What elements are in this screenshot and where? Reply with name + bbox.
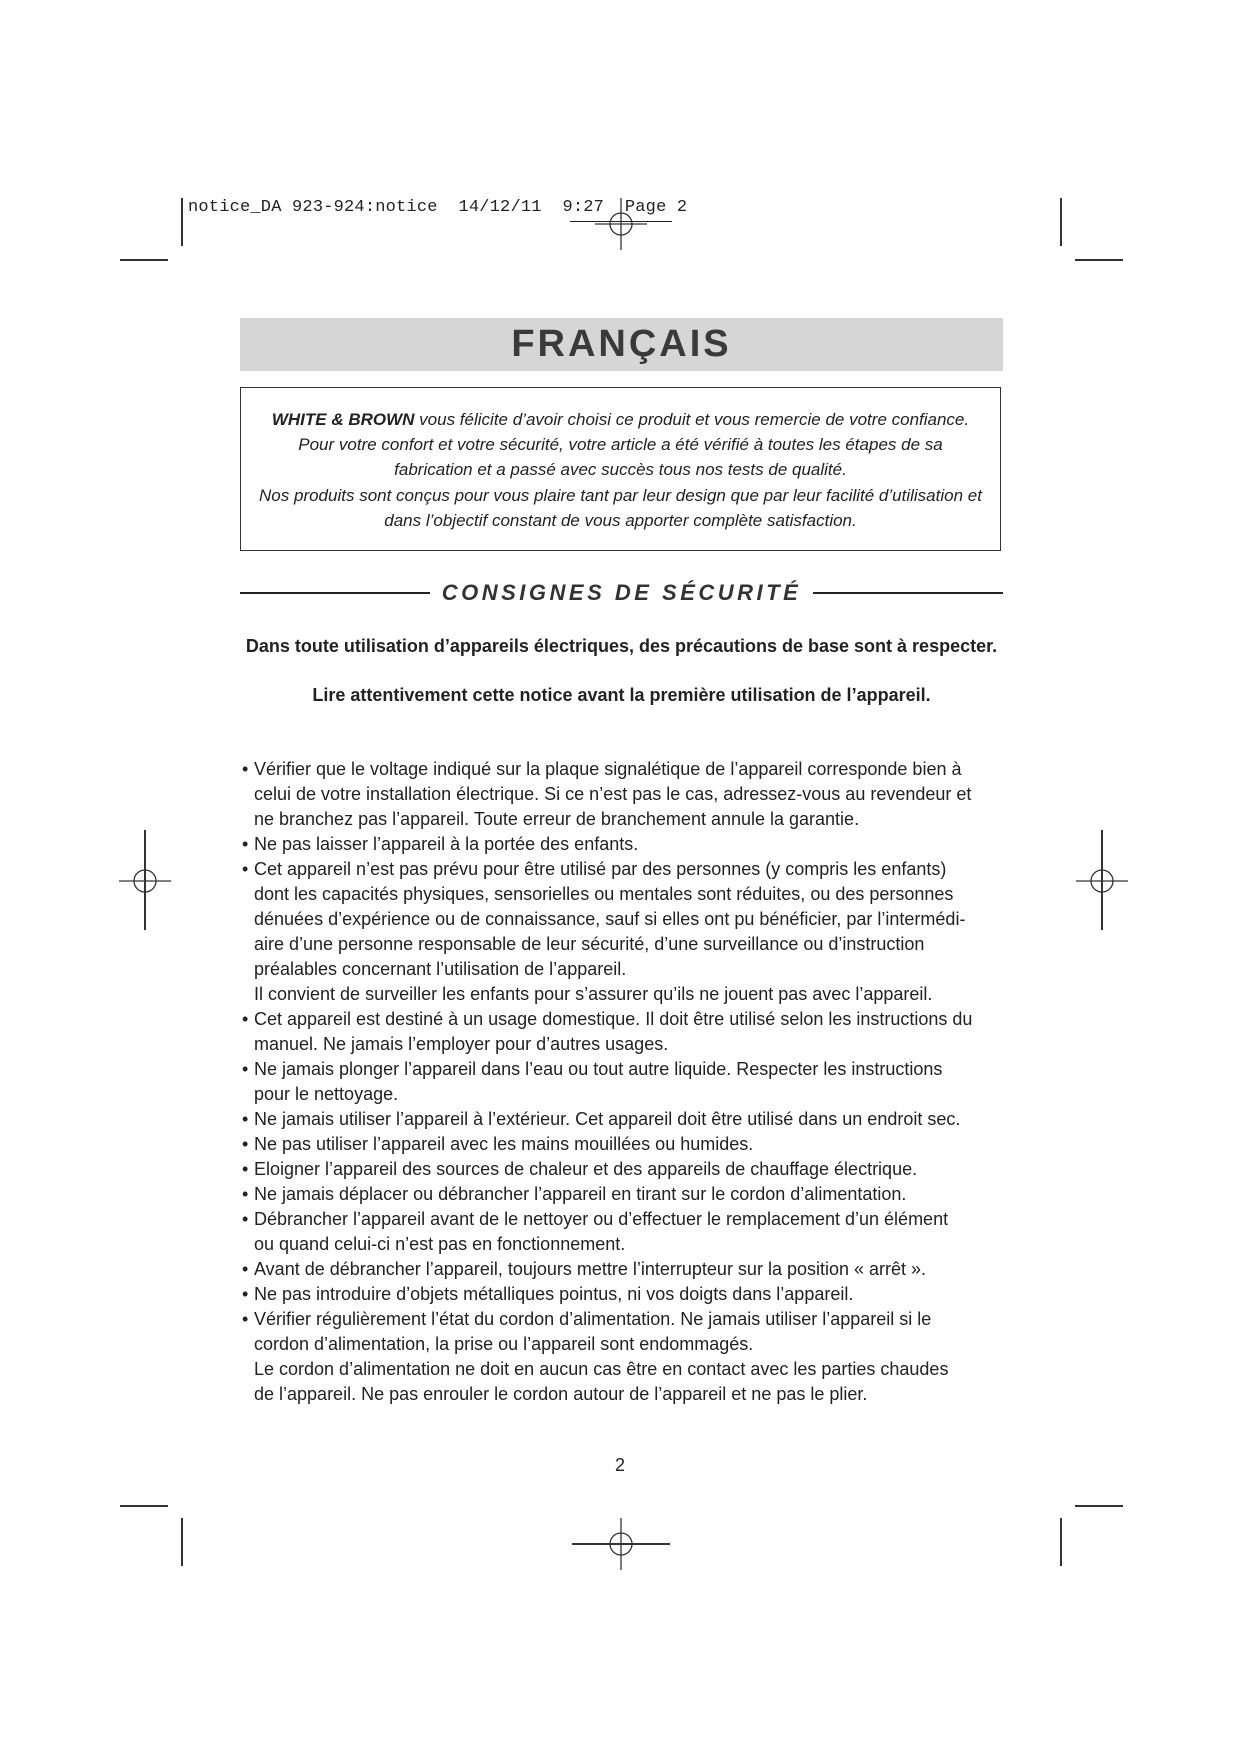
list-item-line: préalables concernant l’utilisation de l’appareil. [254, 959, 627, 979]
list-item-line: Ne pas laisser l’appareil à la portée des enfants. [254, 834, 639, 854]
crop-mark-top-right-horizontal [1075, 259, 1123, 261]
bullet-icon: • [242, 1009, 249, 1029]
list-item [242, 1207, 1012, 1257]
list-item [242, 1007, 1012, 1057]
safety-instructions-list [242, 757, 1012, 1407]
list-item-line: dénuées d’expérience ou de connaissance, sauf si elles ont pu bénéficier, par l’intermédi- [254, 909, 966, 929]
list-item-line: Ne jamais déplacer ou débrancher l’appareil en tirant sur le cordon d’alimentation. [254, 1184, 907, 1204]
list-item-line: pour le nettoyage. [254, 1084, 399, 1104]
list-item-line: Vérifier que le voltage indiqué sur la plaque signalétique de l’appareil corresponde bien à [254, 759, 962, 779]
list-item [242, 1257, 1012, 1282]
page-number: 2 [614, 1455, 625, 1475]
crop-mark-bottom-left-horizontal [120, 1505, 168, 1507]
list-item [242, 1157, 1012, 1182]
registration-mark-left-stem [144, 830, 146, 930]
list-item [242, 1307, 1012, 1407]
bullet-icon: • [242, 1209, 249, 1229]
intro-line-1-rest: vous félicite d’avoir choisi ce produit et vous remercie de votre confiance. [414, 410, 970, 429]
list-item-line: Ne jamais plonger l’appareil dans l’eau ou tout autre liquide. Respecter les instructions [254, 1059, 943, 1079]
intro-line-2: Pour votre confort et votre sécurité, votre article a été vérifié à toutes les étapes de sa [298, 435, 943, 455]
brand-name: WHITE & BROWN [271, 410, 415, 429]
list-item-line: Il convient de surveiller les enfants pour s’assurer qu’ils ne jouent pas avec l’appareil. [254, 984, 933, 1004]
intro-line-3: fabrication et a passé avec succès tous nos tests de qualité. [394, 460, 847, 480]
list-item-line: Le cordon d’alimentation ne doit en aucun cas être en contact avec les parties chaudes [254, 1359, 949, 1379]
list-item-line: Ne pas utiliser l’appareil avec les mains mouillées ou humides. [254, 1134, 754, 1154]
bullet-icon: • [242, 1059, 249, 1079]
registration-mark-top-icon [595, 198, 647, 250]
list-item-line: cordon d’alimentation, la prise ou l’appareil sont endommagés. [254, 1334, 754, 1354]
list-item [242, 757, 1012, 832]
section-rule-right [813, 592, 1003, 594]
list-item-line: aire d’une personne responsable de leur sécurité, d’une surveillance ou d’instruction [254, 934, 925, 954]
list-item [242, 1182, 1012, 1207]
list-item-line: ou quand celui-ci n’est pas en fonctionnement. [254, 1234, 626, 1254]
list-item-line: Eloigner l’appareil des sources de chaleur et des appareils de chauffage électrique. [254, 1159, 918, 1179]
intro-line-5: dans l’objectif constant de vous apporter complète satisfaction. [384, 510, 857, 530]
bullet-icon: • [242, 1284, 249, 1304]
intro-box [240, 387, 1001, 551]
list-item-line: de l’appareil. Ne pas enrouler le cordon autour de l’appareil et ne pas le plier. [254, 1384, 868, 1404]
bullet-icon: • [242, 1184, 249, 1204]
list-item-line: Ne pas introduire d’objets métalliques pointus, ni vos doigts dans l’appareil. [254, 1284, 854, 1304]
intro-line-4: Nos produits sont conçus pour vous plaire tant par leur design que par leur facilité d’utilisation et [259, 485, 982, 505]
bullet-icon: • [242, 834, 249, 854]
list-item-line: manuel. Ne jamais l’employer pour d’autres usages. [254, 1034, 669, 1054]
language-title: FRANÇAIS [511, 323, 732, 365]
bullet-icon: • [242, 1309, 249, 1329]
crop-mark-bottom-right-horizontal [1075, 1505, 1123, 1507]
intro-line-1 [241, 407, 1000, 432]
printer-slug: notice_DA 923-924:notice 14/12/11 9:27 Page 2 [188, 198, 688, 217]
list-item-line: Vérifier régulièrement l’état du cordon d’alimentation. Ne jamais utiliser l’appareil si le [254, 1309, 932, 1329]
crop-mark-bottom-right-vertical [1060, 1518, 1062, 1566]
bullet-icon: • [242, 759, 249, 779]
list-item-line: Débrancher l’appareil avant de le nettoyer ou d’effectuer le remplacement d’un élément [254, 1209, 949, 1229]
language-title-band [240, 318, 1003, 371]
bullet-icon: • [242, 1109, 249, 1129]
list-item [242, 1057, 1012, 1107]
list-item [242, 832, 1012, 857]
safety-warning-general: Dans toute utilisation d’appareils électriques, des précautions de base sont à respecter. [245, 636, 998, 656]
bullet-icon: • [242, 859, 249, 879]
section-heading [240, 578, 1003, 608]
bullet-icon: • [242, 1259, 249, 1279]
crop-mark-top-left-horizontal [120, 259, 168, 261]
list-item-line: ne branchez pas l’appareil. Toute erreur de branchement annule la garantie. [254, 809, 860, 829]
crop-mark-top-right-vertical [1060, 198, 1062, 246]
crop-mark-bottom-left-vertical [181, 1518, 183, 1566]
list-item-line: dont les capacités physiques, sensorielles ou mentales sont réduites, ou des personnes [254, 884, 954, 904]
list-item-line: Ne jamais utiliser l’appareil à l’extérieur. Cet appareil doit être utilisé dans un endroit sec. [254, 1109, 961, 1129]
crop-mark-top-left-vertical [181, 198, 183, 246]
list-item [242, 857, 1012, 1007]
list-item-line: celui de votre installation électrique. Si ce n’est pas le cas, adressez-vous au revendeur et [254, 784, 972, 804]
list-item [242, 1282, 1012, 1307]
safety-warning-read-manual: Lire attentivement cette notice avant la première utilisation de l’appareil. [312, 685, 931, 705]
bullet-icon: • [242, 1159, 249, 1179]
registration-mark-right-stem [1101, 830, 1103, 930]
registration-mark-bottom-hline [572, 1543, 670, 1545]
list-item [242, 1107, 1012, 1132]
section-rule-left [240, 592, 430, 594]
section-title: CONSIGNES DE SÉCURITÉ [441, 580, 802, 605]
list-item-line: Avant de débrancher l’appareil, toujours mettre l’interrupteur sur la position « arrêt ». [254, 1259, 927, 1279]
list-item-line: Cet appareil est destiné à un usage domestique. Il doit être utilisé selon les instructions du [254, 1009, 973, 1029]
list-item-line: Cet appareil n’est pas prévu pour être utilisé par des personnes (y compris les enfants) [254, 859, 947, 879]
list-item [242, 1132, 1012, 1157]
bullet-icon: • [242, 1134, 249, 1154]
